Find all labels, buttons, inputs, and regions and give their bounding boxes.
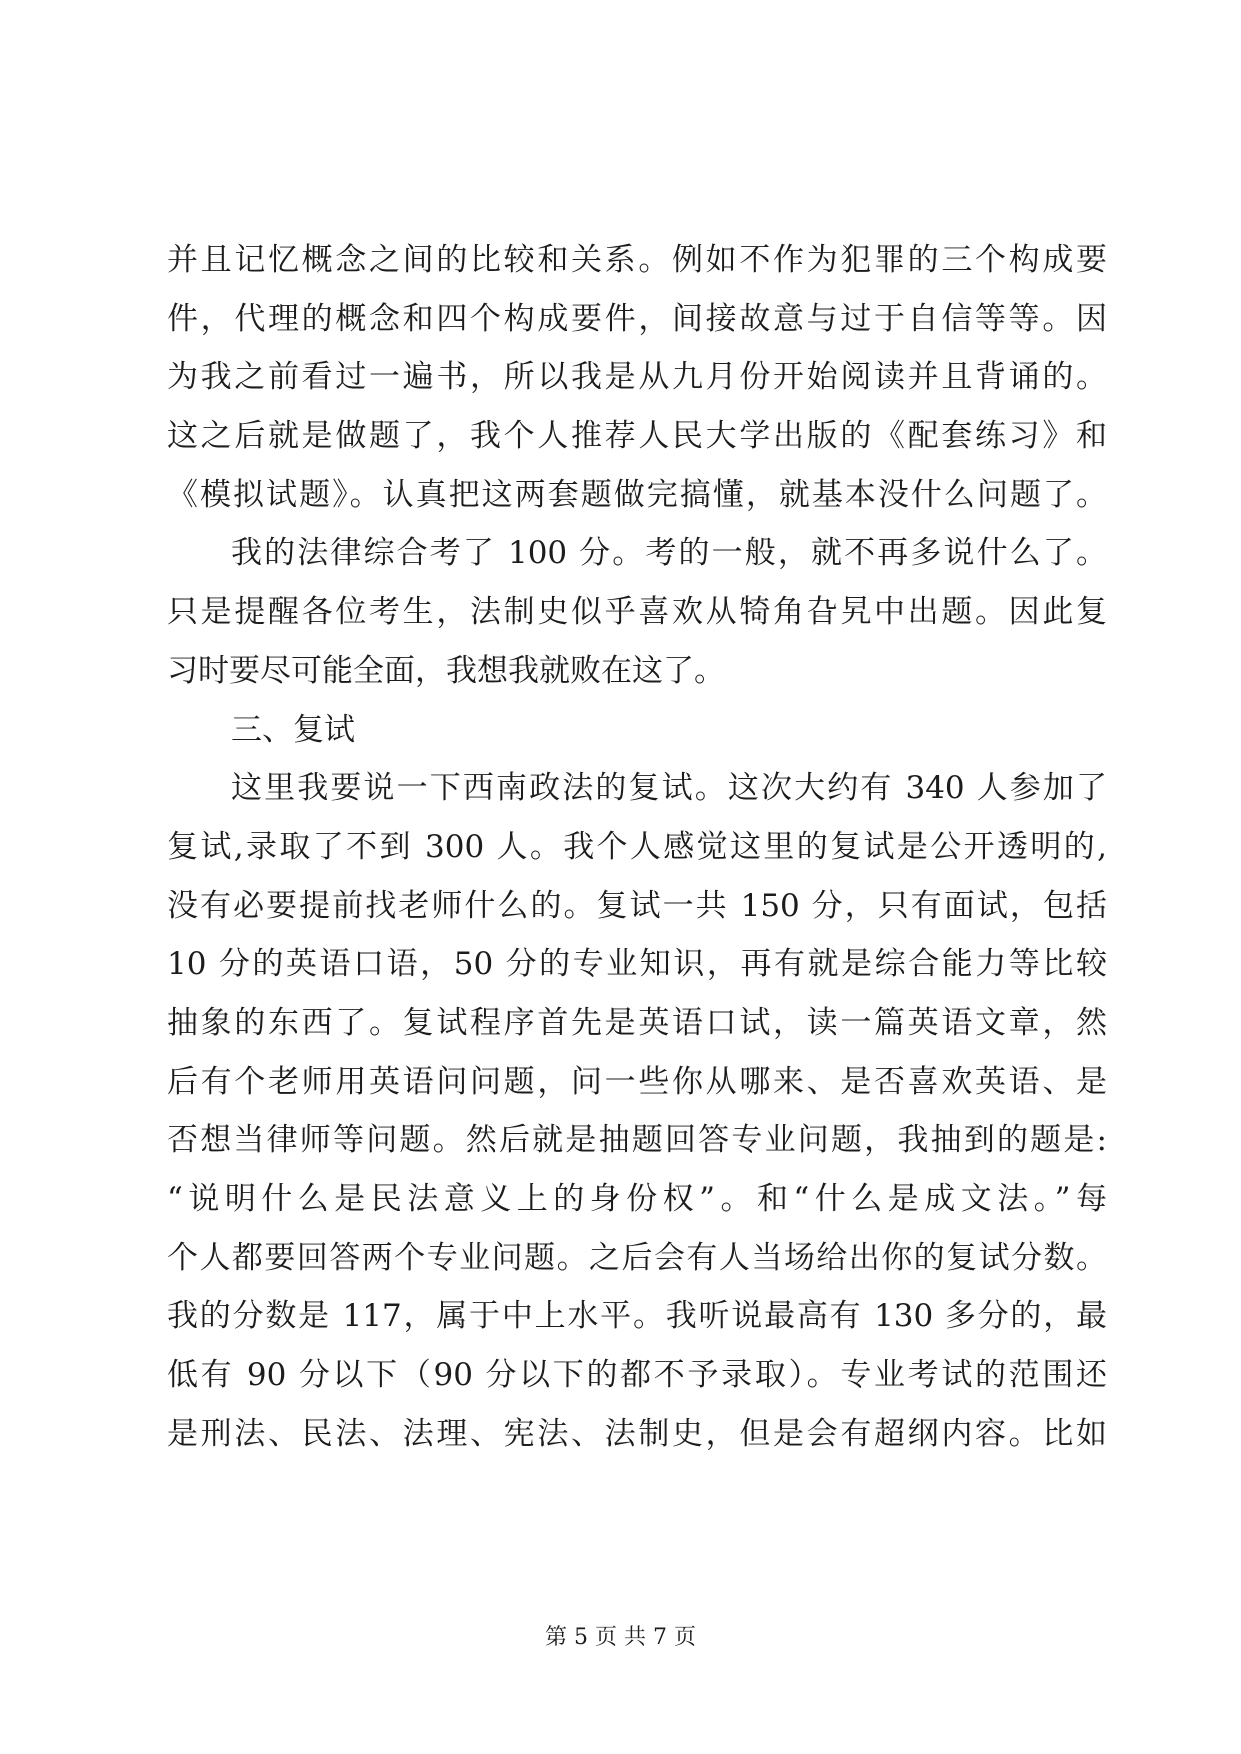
text-line: 没有必要提前找老师什么的。复试一共 150 分，只有面试，包括 <box>167 887 1107 924</box>
text-line: “说明什么是民法意义上的身份权”。和“什么是成文法。”每 <box>167 1181 1107 1217</box>
text-line: 复试,录取了不到 300 人。我个人感觉这里的复试是公开透明的, <box>167 828 1107 865</box>
section-heading: 三、复试 <box>231 711 355 748</box>
text-line: 这之后就是做题了，我个人推荐人民大学出版的《配套练习》和 <box>167 418 1107 455</box>
text-line: 件，代理的概念和四个构成要件，间接故意与过于自信等等。因 <box>167 300 1107 337</box>
page-number-footer: 第 5 页 共 7 页 <box>545 1625 696 1650</box>
text-line: 《模拟试题》。认真把这两套题做完搞懂，就基本没什么问题了。 <box>167 476 1107 513</box>
text-line: 我的法律综合考了 100 分。考的一般，就不再多说什么了。 <box>231 535 1107 572</box>
text-line: 后有个老师用英语问问题，问一些你从哪来、是否喜欢英语、是 <box>167 1063 1107 1100</box>
text-line: 为我之前看过一遍书，所以我是从九月份开始阅读并且背诵的。 <box>167 359 1107 396</box>
text-line: 这里我要说一下西南政法的复试。这次大约有 340 人参加了 <box>231 770 1107 807</box>
text-line: 并且记忆概念之间的比较和关系。例如不作为犯罪的三个构成要 <box>167 242 1107 278</box>
text-line: 10 分的英语口语，50 分的专业知识，再有就是综合能力等比较 <box>167 946 1107 983</box>
text-line: 抽象的东西了。复试程序首先是英语口试，读一篇英语文章，然 <box>167 1004 1107 1041</box>
text-line: 低有 90 分以下（90 分以下的都不予录取）。专业考试的范围还 <box>167 1357 1107 1394</box>
text-line: 个人都要回答两个专业问题。之后会有人当场给出你的复试分数。 <box>167 1239 1107 1276</box>
text-line: 我的分数是 117，属于中上水平。我听说最高有 130 多分的，最 <box>167 1298 1107 1335</box>
document-body <box>167 231 1107 1463</box>
text-line: 习时要尽可能全面，我想我就败在这了。 <box>167 652 725 689</box>
text-line: 只是提醒各位考生，法制史似乎喜欢从犄角旮旯中出题。因此复 <box>167 594 1107 631</box>
text-line: 否想当律师等问题。然后就是抽题回答专业问题，我抽到的题是: <box>167 1122 1107 1159</box>
text-line: 是刑法、民法、法理、宪法、法制史，但是会有超纲内容。比如 <box>167 1415 1107 1452</box>
